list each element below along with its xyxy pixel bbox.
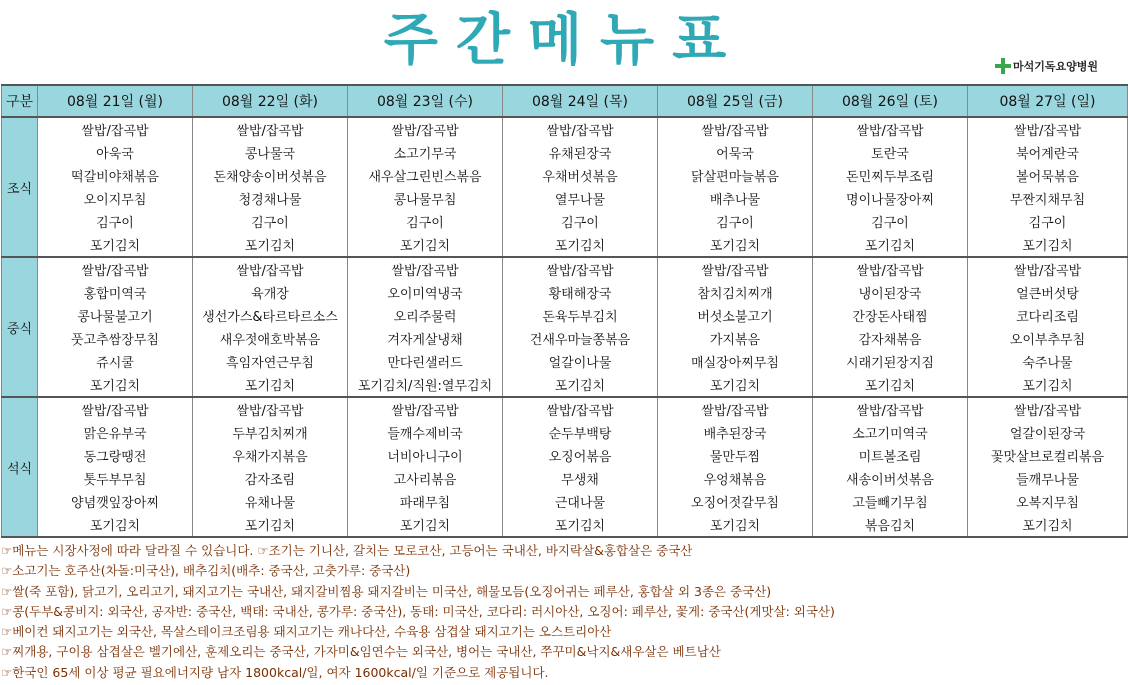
- menu-cell: 포기김치: [968, 233, 1128, 257]
- note-line: ☞콩(두부&콩비지: 외국산, 공자반: 중국산, 백태: 국내산, 콩가루: 중국산), 동태: 미국산, 코다리: 러시아산, 오징어: 페루산, 꽃게: 중국산(게맛살: 외국산): [1, 603, 835, 619]
- menu-cell: 김구이: [193, 210, 348, 233]
- day-header: 08월 21일 (월): [38, 85, 193, 117]
- meal-label: 조식: [2, 117, 38, 257]
- menu-cell: 코다리조림: [968, 304, 1128, 327]
- menu-cell: 들깨수제비국: [348, 421, 503, 444]
- menu-cell: 오이지무침: [38, 187, 193, 210]
- menu-row: [2, 257, 1128, 281]
- menu-cell: 볼어묵볶음: [968, 164, 1128, 187]
- menu-cell: 김구이: [813, 210, 968, 233]
- menu-row: [2, 373, 1128, 397]
- menu-cell: 쌀밥/잡곡밥: [813, 257, 968, 281]
- menu-cell: 간장돈사태찜: [813, 304, 968, 327]
- menu-row: [2, 304, 1128, 327]
- menu-cell: 포기김치: [38, 233, 193, 257]
- menu-cell: 우채가지볶음: [193, 444, 348, 467]
- menu-cell: 쌀밥/잡곡밥: [348, 117, 503, 141]
- menu-cell: 쌀밥/잡곡밥: [193, 117, 348, 141]
- menu-cell: 어묵국: [658, 141, 813, 164]
- menu-cell: 김구이: [658, 210, 813, 233]
- day-header: 08월 22일 (화): [193, 85, 348, 117]
- menu-cell: 청경채나물: [193, 187, 348, 210]
- menu-cell: 참치김치찌개: [658, 281, 813, 304]
- menu-cell: 쌀밥/잡곡밥: [968, 257, 1128, 281]
- menu-cell: 쥬시쿨: [38, 350, 193, 373]
- menu-cell: 숙주나물: [968, 350, 1128, 373]
- menu-cell: 고사리볶음: [348, 467, 503, 490]
- menu-cell: 콩나물불고기: [38, 304, 193, 327]
- menu-cell: 오징어볶음: [503, 444, 658, 467]
- menu-cell: 포기김치: [968, 513, 1128, 537]
- page-title: 주간메뉴표: [383, 8, 745, 73]
- menu-cell: 콩나물국: [193, 141, 348, 164]
- menu-cell: 양념깻잎장아찌: [38, 490, 193, 513]
- note-line: ☞소고기는 호주산(차돌:미국산), 배추김치(배추: 중국산, 고춧가루: 중국산): [1, 563, 411, 579]
- menu-cell: 쌀밥/잡곡밥: [813, 117, 968, 141]
- menu-cell: 우채버섯볶음: [503, 164, 658, 187]
- menu-cell: 소고기미역국: [813, 421, 968, 444]
- menu-cell: 쌀밥/잡곡밥: [348, 257, 503, 281]
- header-row: [2, 85, 1128, 117]
- menu-cell: 포기김치: [193, 513, 348, 537]
- menu-row: [2, 490, 1128, 513]
- menu-cell: 물만두찜: [658, 444, 813, 467]
- menu-cell: 포기김치: [658, 513, 813, 537]
- menu-cell: 유채나물: [193, 490, 348, 513]
- menu-cell: 포기김치: [503, 513, 658, 537]
- cross-icon: [995, 58, 1011, 74]
- menu-cell: 명이나물장아찌: [813, 187, 968, 210]
- menu-cell: 포기김치: [813, 373, 968, 397]
- menu-cell: 들깨무나물: [968, 467, 1128, 490]
- menu-cell: 매실장아찌무침: [658, 350, 813, 373]
- note-line: ☞쌀(죽 포함), 닭고기, 오리고기, 돼지고기는 국내산, 돼지갈비찜용 돼지갈비는 미국산, 해물모듬(오징어귀는 페루산, 홍합살 외 3종은 중국산): [1, 583, 772, 599]
- menu-cell: 오이미역냉국: [348, 281, 503, 304]
- menu-cell: 포기김치/직원:열무김치: [348, 373, 503, 397]
- menu-cell: 쌀밥/잡곡밥: [38, 257, 193, 281]
- menu-cell: 쌀밥/잡곡밥: [38, 117, 193, 141]
- menu-cell: 포기김치: [658, 373, 813, 397]
- menu-cell: 김구이: [503, 210, 658, 233]
- menu-row: [2, 327, 1128, 350]
- menu-cell: 오리주물럭: [348, 304, 503, 327]
- menu-cell: 쌀밥/잡곡밥: [813, 397, 968, 421]
- hospital-logo: [995, 58, 1098, 74]
- menu-cell: 돈채양송이버섯볶음: [193, 164, 348, 187]
- menu-cell: 포기김치: [503, 233, 658, 257]
- menu-cell: 무생채: [503, 467, 658, 490]
- menu-cell: 생선가스&타르타르소스: [193, 304, 348, 327]
- menu-cell: 북어계란국: [968, 141, 1128, 164]
- menu-cell: 두부김치찌개: [193, 421, 348, 444]
- menu-row: [2, 397, 1128, 421]
- menu-row: [2, 467, 1128, 490]
- menu-cell: 파래무침: [348, 490, 503, 513]
- menu-cell: 콩나물무침: [348, 187, 503, 210]
- menu-cell: 냉이된장국: [813, 281, 968, 304]
- note-line: ☞베이컨 돼지고기는 외국산, 목살스테이크조림용 돼지고기는 캐나다산, 수육용 삼겹살 돼지고기는 오스트리아산: [1, 624, 612, 640]
- meal-label: 석식: [2, 397, 38, 537]
- header-label: 구분: [2, 85, 38, 117]
- menu-row: [2, 187, 1128, 210]
- menu-cell: 겨자게살냉채: [348, 327, 503, 350]
- menu-cell: 토란국: [813, 141, 968, 164]
- menu-cell: 포기김치: [348, 513, 503, 537]
- menu-cell: 포기김치: [348, 233, 503, 257]
- menu-row: [2, 164, 1128, 187]
- menu-cell: 소고기무국: [348, 141, 503, 164]
- menu-cell: 너비아니구이: [348, 444, 503, 467]
- menu-row: [2, 117, 1128, 141]
- menu-cell: 황태해장국: [503, 281, 658, 304]
- notes-section: [1, 541, 1125, 683]
- menu-cell: 꽃맛살브로컬리볶음: [968, 444, 1128, 467]
- menu-cell: 떡갈비야채볶음: [38, 164, 193, 187]
- menu-cell: 쌀밥/잡곡밥: [503, 397, 658, 421]
- menu-cell: 새송이버섯볶음: [813, 467, 968, 490]
- day-header: 08월 26일 (토): [813, 85, 968, 117]
- day-header: 08월 24일 (목): [503, 85, 658, 117]
- menu-row: [2, 281, 1128, 304]
- menu-cell: 건새우마늘쫑볶음: [503, 327, 658, 350]
- note-line: ☞찌개용, 구이용 삼겹살은 벨기에산, 훈제오리는 중국산, 가자미&임연수는 외국산, 병어는 국내산, 쭈꾸미&낙지&새우살은 베트남산: [1, 644, 721, 660]
- menu-row: [2, 233, 1128, 257]
- menu-cell: 미트볼조림: [813, 444, 968, 467]
- menu-cell: 감자조림: [193, 467, 348, 490]
- menu-cell: 맑은유부국: [38, 421, 193, 444]
- menu-cell: 쌀밥/잡곡밥: [658, 257, 813, 281]
- menu-cell: 만다린샐러드: [348, 350, 503, 373]
- menu-cell: 시래기된장지짐: [813, 350, 968, 373]
- menu-cell: 오징어젓갈무침: [658, 490, 813, 513]
- menu-cell: 배추나물: [658, 187, 813, 210]
- menu-cell: 쌀밥/잡곡밥: [968, 117, 1128, 141]
- menu-cell: 포기김치: [38, 373, 193, 397]
- menu-cell: 돈육두부김치: [503, 304, 658, 327]
- menu-cell: 오복지무침: [968, 490, 1128, 513]
- menu-row: [2, 210, 1128, 233]
- menu-cell: 풋고추쌈장무침: [38, 327, 193, 350]
- menu-cell: 배추된장국: [658, 421, 813, 444]
- menu-cell: 고들빼기무침: [813, 490, 968, 513]
- menu-cell: 우엉채볶음: [658, 467, 813, 490]
- menu-cell: 새우젓애호박볶음: [193, 327, 348, 350]
- menu-row: [2, 444, 1128, 467]
- weekly-menu-table: [1, 84, 1128, 538]
- menu-cell: 얼갈이나물: [503, 350, 658, 373]
- menu-cell: 홍합미역국: [38, 281, 193, 304]
- menu-row: [2, 141, 1128, 164]
- menu-cell: 포기김치: [193, 373, 348, 397]
- menu-row: [2, 513, 1128, 537]
- menu-cell: 돈민찌두부조림: [813, 164, 968, 187]
- menu-cell: 버섯소불고기: [658, 304, 813, 327]
- day-header: 08월 25일 (금): [658, 85, 813, 117]
- menu-cell: 무짠지채무침: [968, 187, 1128, 210]
- menu-cell: 열무나물: [503, 187, 658, 210]
- menu-cell: 쌀밥/잡곡밥: [658, 397, 813, 421]
- menu-cell: 포기김치: [968, 373, 1128, 397]
- menu-cell: 포기김치: [503, 373, 658, 397]
- menu-cell: 쌀밥/잡곡밥: [503, 257, 658, 281]
- menu-cell: 포기김치: [193, 233, 348, 257]
- menu-cell: 볶음김치: [813, 513, 968, 537]
- menu-cell: 오이부추무침: [968, 327, 1128, 350]
- menu-cell: 유채된장국: [503, 141, 658, 164]
- menu-cell: 흑임자연근무침: [193, 350, 348, 373]
- menu-row: [2, 350, 1128, 373]
- menu-cell: 아욱국: [38, 141, 193, 164]
- meal-label: 중식: [2, 257, 38, 397]
- day-header: 08월 27일 (일): [968, 85, 1128, 117]
- menu-cell: 김구이: [968, 210, 1128, 233]
- menu-cell: 순두부백탕: [503, 421, 658, 444]
- menu-cell: 쌀밥/잡곡밥: [658, 117, 813, 141]
- menu-cell: 쌀밥/잡곡밥: [503, 117, 658, 141]
- menu-cell: 쌀밥/잡곡밥: [38, 397, 193, 421]
- menu-cell: 근대나물: [503, 490, 658, 513]
- menu-cell: 새우살그린빈스볶음: [348, 164, 503, 187]
- menu-cell: 김구이: [348, 210, 503, 233]
- menu-cell: 얼갈이된장국: [968, 421, 1128, 444]
- menu-cell: 톳두부무침: [38, 467, 193, 490]
- logo-text: 마석기독요양병원: [1012, 60, 1098, 73]
- menu-cell: 쌀밥/잡곡밥: [193, 397, 348, 421]
- day-header: 08월 23일 (수): [348, 85, 503, 117]
- note-line: ☞한국인 65세 이상 평균 필요에너지량 남자 1800kcal/일, 여자 1600kcal/일 기준으로 제공됩니다.: [1, 664, 549, 680]
- menu-cell: 김구이: [38, 210, 193, 233]
- menu-cell: 얼큰버섯탕: [968, 281, 1128, 304]
- note-line: ☞메뉴는 시장사정에 따라 달라질 수 있습니다. ☞조기는 기니산, 갈치는 모로코산, 고등어는 국내산, 바지락살&홍합살은 중국산: [1, 543, 693, 558]
- menu-cell: 가지볶음: [658, 327, 813, 350]
- menu-row: [2, 421, 1128, 444]
- menu-cell: 포기김치: [658, 233, 813, 257]
- menu-cell: 쌀밥/잡곡밥: [193, 257, 348, 281]
- menu-cell: 닭살편마늘볶음: [658, 164, 813, 187]
- menu-cell: 쌀밥/잡곡밥: [968, 397, 1128, 421]
- menu-cell: 포기김치: [813, 233, 968, 257]
- menu-cell: 동그랑땡전: [38, 444, 193, 467]
- menu-cell: 쌀밥/잡곡밥: [348, 397, 503, 421]
- menu-cell: 육개장: [193, 281, 348, 304]
- menu-cell: 감자채볶음: [813, 327, 968, 350]
- menu-cell: 포기김치: [38, 513, 193, 537]
